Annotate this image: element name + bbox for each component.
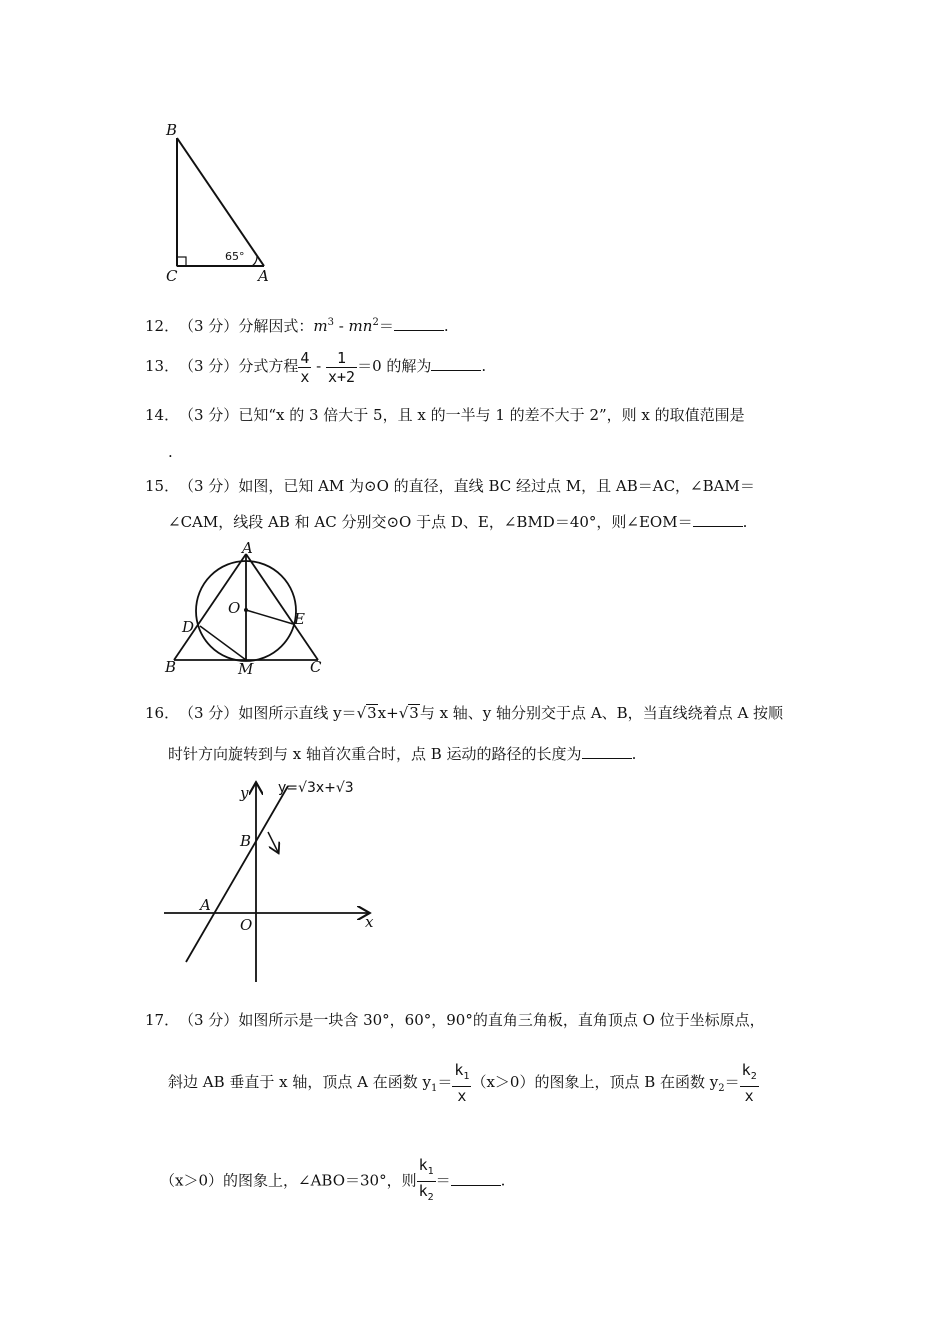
center-point xyxy=(244,608,248,612)
rotation-arrow xyxy=(268,832,278,852)
operator: - xyxy=(311,357,326,375)
question-17 xyxy=(145,1010,765,1030)
label-b: B xyxy=(166,121,178,139)
label-c: C xyxy=(310,658,322,676)
exponent: 3 xyxy=(327,317,334,328)
score: （3 分） xyxy=(179,704,239,722)
question-number: 14． xyxy=(145,406,180,424)
question-text: 分式方程 xyxy=(238,357,299,375)
answer-blank[interactable] xyxy=(394,316,444,331)
var-mn: mn xyxy=(348,317,373,335)
radicand: 3 xyxy=(409,704,419,722)
figure-line-graph xyxy=(160,772,390,987)
fraction-1-over-x-plus-2 xyxy=(326,349,357,386)
period: . xyxy=(742,513,748,531)
label-o: O xyxy=(228,599,241,617)
subscript: 1 xyxy=(431,1083,438,1094)
question-text: 斜边 AB 垂直于 x 轴，顶点 A 在函数 y xyxy=(168,1073,431,1091)
right-angle-mark xyxy=(177,257,186,266)
answer-blank[interactable] xyxy=(582,744,632,759)
label-a: A xyxy=(258,267,269,285)
period: . xyxy=(443,317,449,335)
fraction-k1-over-x xyxy=(452,1061,471,1105)
subscript: 1 xyxy=(427,1166,434,1177)
label-x: x xyxy=(365,913,374,931)
line-ac xyxy=(246,554,318,660)
label-b: B xyxy=(240,832,252,850)
fraction-4-over-x xyxy=(298,349,311,386)
question-text: ∠CAM，线段 AB 和 AC 分别交⊙O 于点 D、E，∠BMD＝40°，则∠EOM＝ xyxy=(168,513,693,531)
label-e: E xyxy=(294,610,305,628)
score: （3 分） xyxy=(179,406,239,424)
operator: ＝ xyxy=(437,1073,453,1091)
question-17-line3 xyxy=(160,1156,505,1207)
subscript: 2 xyxy=(750,1071,757,1082)
operator: - xyxy=(333,317,349,335)
question-text: 分解因式： xyxy=(238,317,314,335)
score: （3 分） xyxy=(179,477,239,495)
answer-blank[interactable] xyxy=(451,1171,501,1186)
label-c: C xyxy=(166,267,178,285)
operator: ＝ xyxy=(724,1073,740,1091)
question-14-end: . xyxy=(168,443,173,461)
answer-blank[interactable] xyxy=(693,512,743,527)
operator: ＝ xyxy=(435,1171,451,1190)
denominator: x xyxy=(457,1087,467,1105)
subscript: 2 xyxy=(427,1192,434,1203)
period: . xyxy=(631,745,637,763)
label-d: D xyxy=(182,618,195,636)
k: k xyxy=(741,1061,751,1079)
period: . xyxy=(481,357,487,375)
question-number: 13． xyxy=(145,357,180,375)
question-number: 17． xyxy=(145,1011,180,1029)
question-16-line2 xyxy=(168,744,636,764)
k: k xyxy=(418,1182,428,1200)
question-17-line2 xyxy=(168,1060,759,1111)
label-o: O xyxy=(240,916,253,934)
label-y: y xyxy=(240,784,249,802)
label-b: B xyxy=(165,658,177,676)
score: （3 分） xyxy=(179,357,239,375)
question-16: 16．（3 分）如图所示直线 y＝√3x+√3与 x 轴、y 轴分别交于点 A、B，当直线绕着点 A 按顺 xyxy=(145,704,784,722)
fraction-k1-over-k2 xyxy=(417,1156,436,1207)
question-15 xyxy=(145,476,755,496)
side-ab xyxy=(177,138,264,266)
label-m: M xyxy=(238,660,254,678)
numerator: 4 xyxy=(300,348,310,367)
question-number: 15． xyxy=(145,477,180,495)
angle-label: 65° xyxy=(225,250,245,263)
subscript: 2 xyxy=(718,1083,725,1094)
label-a: A xyxy=(200,896,211,914)
exponent: 2 xyxy=(372,317,379,328)
line-equation: y=√3x+√3 xyxy=(278,780,354,796)
question-text: （x＞0）的图象上，∠ABO＝30°，则 xyxy=(160,1171,417,1190)
question-number: 16． xyxy=(145,704,180,722)
question-13 xyxy=(145,346,486,386)
question-text: 与 x 轴、y 轴分别交于点 A、B，当直线绕着点 A 按顺 xyxy=(419,704,784,722)
angle-arc xyxy=(252,256,257,266)
k: k xyxy=(418,1156,428,1174)
question-number: 12． xyxy=(145,317,180,335)
graph-line xyxy=(186,786,288,962)
question-text: ＝0 的解为 xyxy=(357,357,432,375)
question-text: 如图所示是一块含 30°，60°，90°的直角三角板，直角顶点 O 位于坐标原点， xyxy=(238,1011,765,1029)
score: （3 分） xyxy=(179,317,239,335)
denominator: x xyxy=(744,1087,754,1105)
denominator: x xyxy=(300,367,310,386)
question-12 xyxy=(145,313,449,336)
subscript: 1 xyxy=(463,1071,470,1082)
operator: ＝ xyxy=(378,317,394,335)
figure-circle-triangle xyxy=(160,538,330,678)
k: k xyxy=(454,1061,464,1079)
question-14 xyxy=(145,405,745,425)
figure-right-triangle xyxy=(160,118,280,288)
denominator: x+2 xyxy=(327,367,356,386)
period: . xyxy=(500,1171,506,1190)
question-text: （x＞0）的图象上，顶点 B 在函数 y xyxy=(471,1073,719,1091)
numerator: 1 xyxy=(326,349,357,368)
operator: x+ xyxy=(377,704,399,722)
label-a: A xyxy=(242,539,253,557)
question-15-line2 xyxy=(168,512,747,532)
score: （3 分） xyxy=(179,1011,239,1029)
question-text: 已知“x 的 3 倍大于 5，且 x 的一半与 1 的差不大于 2”，则 x 的取值范围是 xyxy=(238,406,745,424)
question-text: 时针方向旋转到与 x 轴首次重合时，点 B 运动的路径的长度为 xyxy=(168,745,582,763)
question-text: 如图，已知 AM 为⊙O 的直径，直线 BC 经过点 M，且 AB＝AC，∠BAM＝ xyxy=(238,477,755,495)
question-text: 如图所示直线 y＝ xyxy=(238,704,357,722)
answer-blank[interactable] xyxy=(431,356,481,371)
radicand: 3 xyxy=(367,704,377,722)
fraction-k2-over-x xyxy=(740,1061,759,1105)
var-m: m xyxy=(313,317,328,335)
